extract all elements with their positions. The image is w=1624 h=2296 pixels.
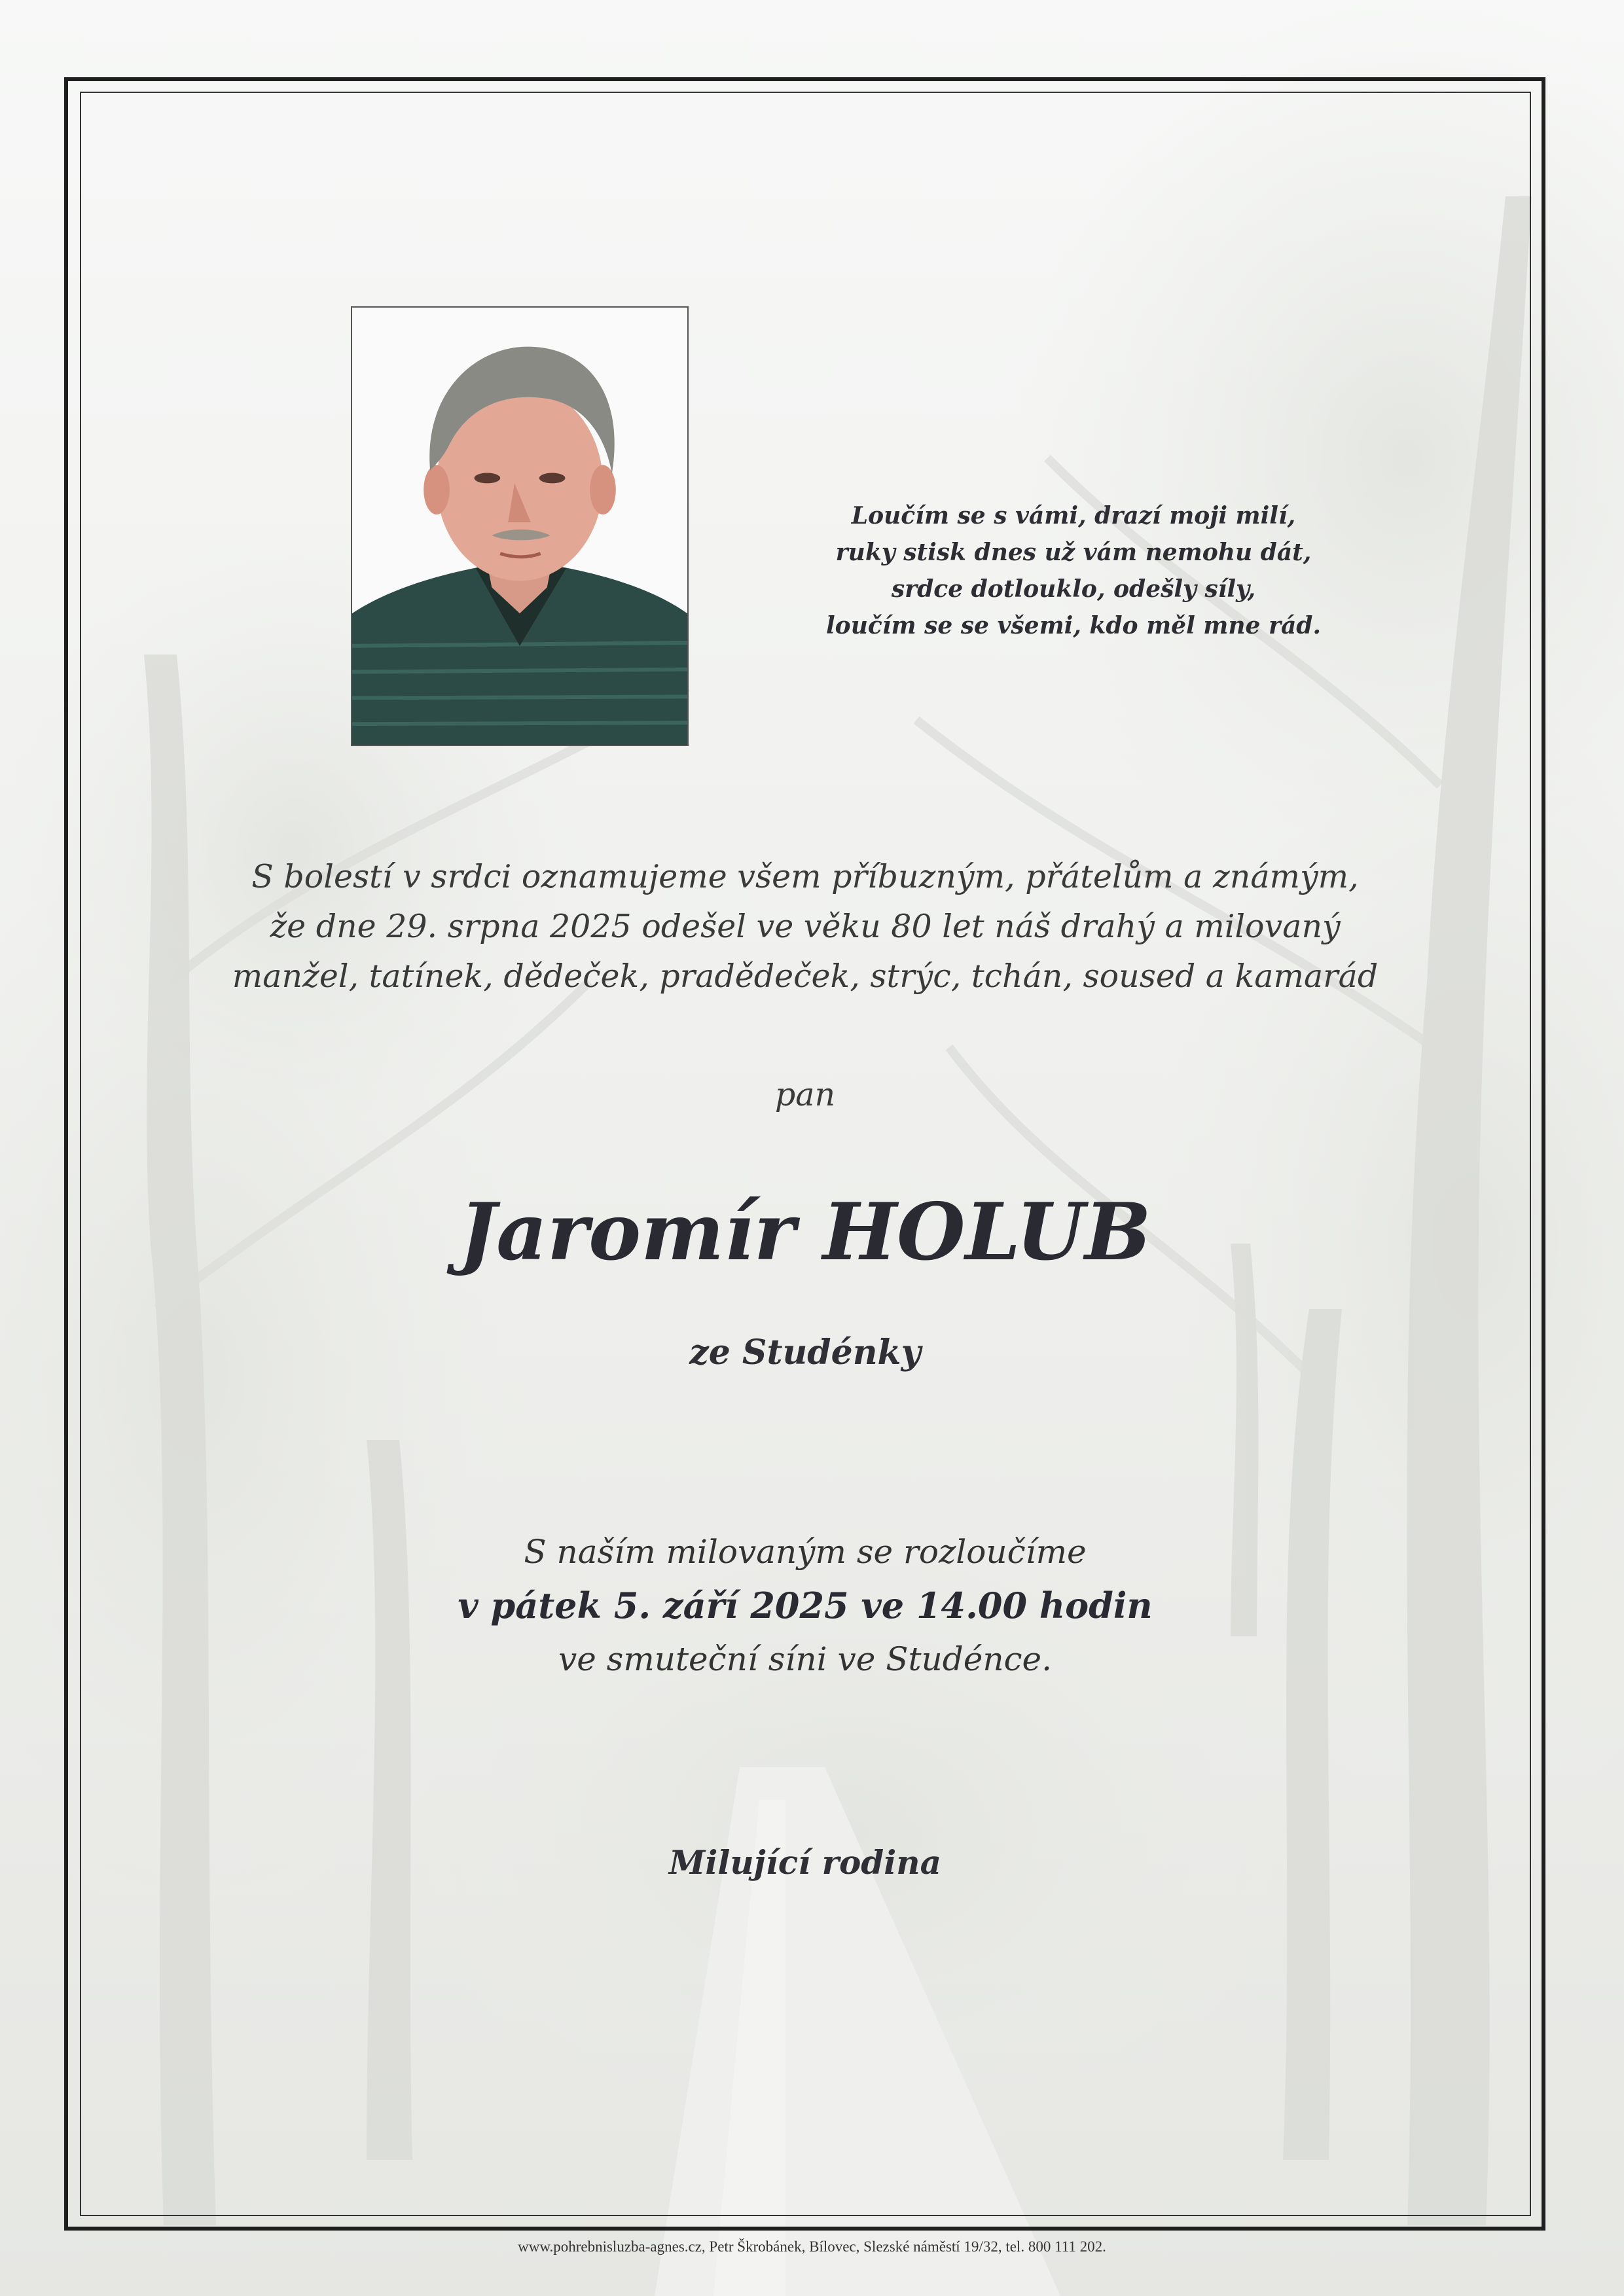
ceremony-date-time: v pátek 5. září 2025 ve 14.00 hodin: [458, 1585, 1153, 1626]
farewell-ceremony-info: [164, 1525, 1447, 1686]
announcement-line: že dne 29. srpna 2025 odešel ve věku 80 let náš drahý a milovaný: [270, 908, 1341, 945]
poem-line: ruky stisk dnes už vám nemohu dát,: [835, 539, 1312, 566]
announcement-line: manžel, tatínek, dědeček, pradědeček, strýc, tchán, soused a kamarád: [232, 958, 1379, 995]
ceremony-location: ve smuteční síni ve Studénce.: [558, 1640, 1053, 1678]
portrait-photo: [351, 306, 689, 746]
family-signature: Milující rodina: [668, 1843, 941, 1882]
inner-border: [80, 92, 1531, 2216]
funeral-service-footer: www.pohrebnisluzba-agnes.cz, Petr Škrobánek, Bílovec, Slezské náměstí 19/32, tel. 800 111 202.: [518, 2238, 1106, 2255]
poem-line: Loučím se s vámi, drazí moji milí,: [851, 502, 1296, 529]
honorific: pan: [774, 1076, 836, 1113]
ceremony-intro: S naším milovaným se rozloučíme: [524, 1533, 1087, 1571]
deceased-name: Jaromír HOLUB: [459, 1186, 1151, 1278]
farewell-poem: [772, 497, 1375, 644]
announcement-line: S bolestí v srdci oznamujeme všem příbuzným, přátelům a známým,: [251, 858, 1359, 895]
death-announcement: [164, 852, 1447, 1001]
poem-line: srdce dotlouklo, odešly síly,: [891, 575, 1256, 603]
deceased-origin: ze Studénky: [689, 1333, 921, 1372]
poem-line: loučím se se všemi, kdo měl mne rád.: [826, 612, 1321, 639]
